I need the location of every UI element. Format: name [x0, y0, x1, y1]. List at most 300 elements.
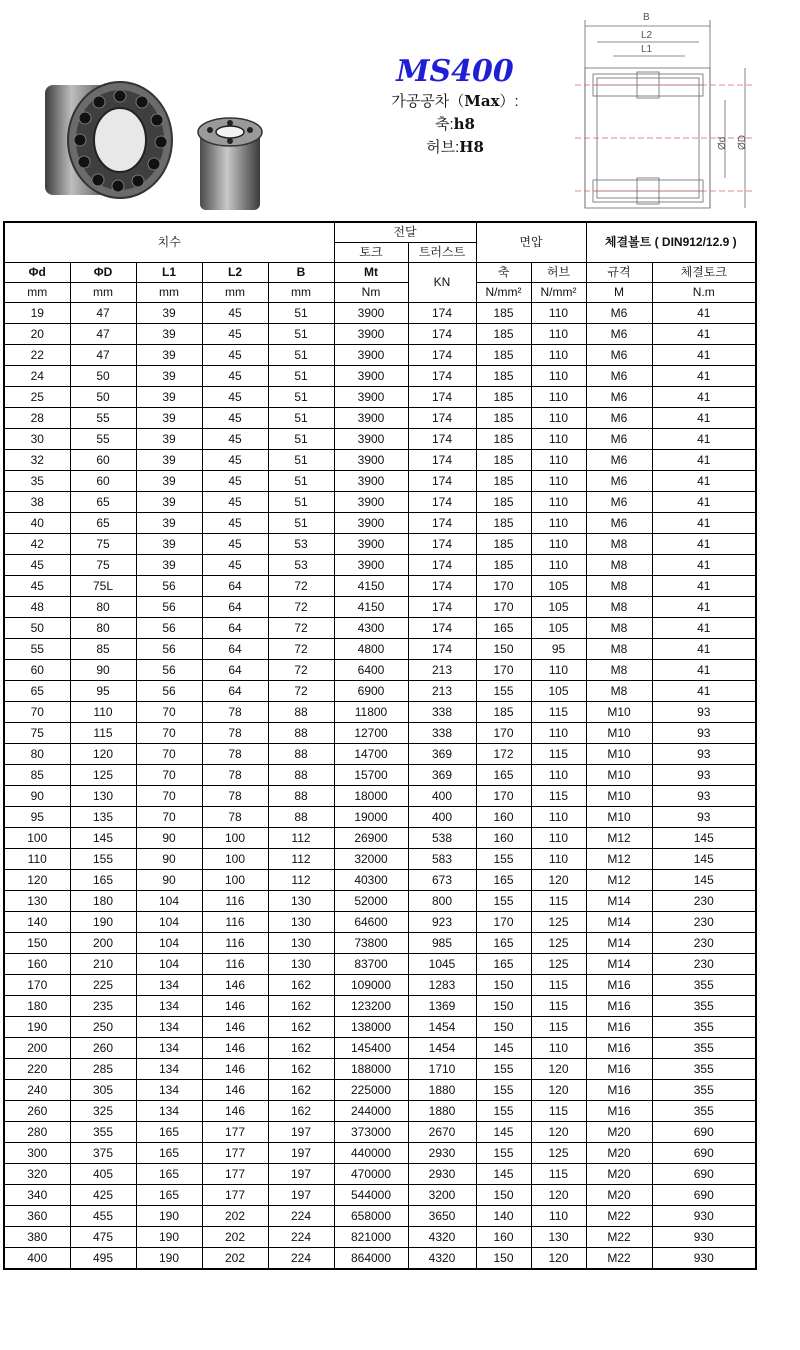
table-row: [4, 534, 756, 555]
title-block: [360, 55, 550, 158]
cell-L1: 39: [136, 513, 202, 534]
table-row: [4, 429, 756, 450]
cell-bolt-torque: 355: [652, 996, 756, 1017]
cell-hub-pressure: 120: [531, 1122, 586, 1143]
label-d-large: ØD: [737, 135, 748, 150]
cell-d: 38: [4, 492, 70, 513]
cell-hub-pressure: 110: [531, 849, 586, 870]
cell-L1: 134: [136, 1080, 202, 1101]
cell-bolt-torque: 690: [652, 1143, 756, 1164]
col-shaft: 축: [476, 263, 531, 283]
cell-bolt-spec: M22: [586, 1227, 652, 1248]
cell-d: 48: [4, 597, 70, 618]
col-D: ΦD: [70, 263, 136, 283]
cell-KN: 174: [408, 471, 476, 492]
cell-KN: 1369: [408, 996, 476, 1017]
cell-L1: 70: [136, 702, 202, 723]
cell-L1: 165: [136, 1122, 202, 1143]
cell-D: 305: [70, 1080, 136, 1101]
cell-shaft-pressure: 155: [476, 681, 531, 702]
cell-L2: 78: [202, 744, 268, 765]
cell-Mt: 19000: [334, 807, 408, 828]
table-row: [4, 912, 756, 933]
cell-B: 162: [268, 1080, 334, 1101]
cell-Mt: 64600: [334, 912, 408, 933]
table-row: [4, 1080, 756, 1101]
cell-L1: 134: [136, 1038, 202, 1059]
cell-KN: 213: [408, 681, 476, 702]
cell-shaft-pressure: 155: [476, 1059, 531, 1080]
cell-L2: 146: [202, 1101, 268, 1122]
cell-hub-pressure: 120: [531, 1059, 586, 1080]
cell-d: 160: [4, 954, 70, 975]
cell-hub-pressure: 120: [531, 1185, 586, 1206]
cell-bolt-torque: 355: [652, 1038, 756, 1059]
cell-shaft-pressure: 155: [476, 1101, 531, 1122]
table-row: [4, 387, 756, 408]
cell-L1: 39: [136, 366, 202, 387]
cell-hub-pressure: 110: [531, 429, 586, 450]
cell-KN: 174: [408, 576, 476, 597]
table-row: [4, 807, 756, 828]
cell-d: 120: [4, 870, 70, 891]
cell-L2: 146: [202, 1038, 268, 1059]
cell-bolt-torque: 41: [652, 555, 756, 576]
cell-shaft-pressure: 155: [476, 1143, 531, 1164]
cell-KN: 400: [408, 786, 476, 807]
cell-hub-pressure: 115: [531, 975, 586, 996]
cell-L1: 165: [136, 1185, 202, 1206]
cell-shaft-pressure: 145: [476, 1122, 531, 1143]
cell-L2: 64: [202, 681, 268, 702]
cell-L2: 78: [202, 786, 268, 807]
cell-bolt-spec: M6: [586, 429, 652, 450]
cell-KN: 583: [408, 849, 476, 870]
cell-KN: 800: [408, 891, 476, 912]
cell-L1: 190: [136, 1227, 202, 1248]
cell-hub-pressure: 125: [531, 1143, 586, 1164]
cell-KN: 1454: [408, 1038, 476, 1059]
cell-bolt-torque: 41: [652, 681, 756, 702]
group-surface-pressure: 면압: [476, 222, 586, 263]
cell-d: 95: [4, 807, 70, 828]
cell-L2: 64: [202, 639, 268, 660]
col-spec: 규격: [586, 263, 652, 283]
cell-hub-pressure: 110: [531, 450, 586, 471]
table-row: [4, 555, 756, 576]
table-row: [4, 366, 756, 387]
cell-shaft-pressure: 185: [476, 408, 531, 429]
tolerance-line: [360, 91, 550, 112]
unit-L1: mm: [136, 283, 202, 303]
cell-L1: 134: [136, 1101, 202, 1122]
cell-Mt: 18000: [334, 786, 408, 807]
cell-d: 45: [4, 576, 70, 597]
cell-B: 53: [268, 555, 334, 576]
cell-hub-pressure: 110: [531, 1038, 586, 1059]
cell-d: 28: [4, 408, 70, 429]
cell-d: 260: [4, 1101, 70, 1122]
table-row: [4, 702, 756, 723]
cell-bolt-torque: 41: [652, 408, 756, 429]
cell-bolt-spec: M10: [586, 702, 652, 723]
cell-bolt-spec: M6: [586, 366, 652, 387]
table-row: [4, 639, 756, 660]
header-row-columns: [4, 263, 756, 283]
cell-bolt-torque: 230: [652, 933, 756, 954]
cell-shaft-pressure: 155: [476, 891, 531, 912]
table-row: [4, 1059, 756, 1080]
cell-hub-pressure: 110: [531, 492, 586, 513]
cell-L2: 100: [202, 849, 268, 870]
cell-D: 90: [70, 660, 136, 681]
cell-d: 400: [4, 1248, 70, 1270]
cell-Mt: 123200: [334, 996, 408, 1017]
cell-d: 22: [4, 345, 70, 366]
cell-B: 162: [268, 1059, 334, 1080]
cell-bolt-torque: 690: [652, 1122, 756, 1143]
cell-B: 88: [268, 807, 334, 828]
cell-B: 224: [268, 1206, 334, 1227]
cell-d: 320: [4, 1164, 70, 1185]
cell-B: 51: [268, 471, 334, 492]
unit-Mt: Nm: [334, 283, 408, 303]
label-l2: L2: [641, 30, 653, 41]
table-row: [4, 492, 756, 513]
cell-L2: 177: [202, 1122, 268, 1143]
cell-L1: 39: [136, 387, 202, 408]
cell-hub-pressure: 130: [531, 1227, 586, 1248]
cell-B: 224: [268, 1248, 334, 1270]
table-row: [4, 870, 756, 891]
cell-KN: 174: [408, 387, 476, 408]
cell-B: 51: [268, 345, 334, 366]
cell-hub-pressure: 110: [531, 471, 586, 492]
cell-bolt-spec: M6: [586, 471, 652, 492]
cell-bolt-torque: 93: [652, 765, 756, 786]
cell-d: 42: [4, 534, 70, 555]
cell-B: 130: [268, 891, 334, 912]
table-row: [4, 597, 756, 618]
spec-table-body: [4, 303, 756, 1270]
cell-L1: 39: [136, 534, 202, 555]
cell-d: 380: [4, 1227, 70, 1248]
cell-KN: 174: [408, 366, 476, 387]
cell-shaft-pressure: 150: [476, 1185, 531, 1206]
header-row-units: [4, 283, 756, 303]
cell-L2: 78: [202, 765, 268, 786]
cell-L2: 146: [202, 996, 268, 1017]
cell-B: 162: [268, 975, 334, 996]
cell-B: 88: [268, 744, 334, 765]
cell-L2: 45: [202, 534, 268, 555]
cell-bolt-torque: 41: [652, 450, 756, 471]
cell-B: 72: [268, 618, 334, 639]
cell-Mt: 3900: [334, 324, 408, 345]
cell-KN: 923: [408, 912, 476, 933]
cell-bolt-torque: 230: [652, 891, 756, 912]
cell-L2: 146: [202, 1059, 268, 1080]
label-b: B: [643, 12, 650, 23]
cell-L1: 70: [136, 723, 202, 744]
cell-KN: 174: [408, 639, 476, 660]
cell-D: 55: [70, 429, 136, 450]
cell-bolt-torque: 355: [652, 1059, 756, 1080]
cell-D: 125: [70, 765, 136, 786]
cell-B: 130: [268, 912, 334, 933]
cell-bolt-spec: M14: [586, 891, 652, 912]
unit-B: mm: [268, 283, 334, 303]
cell-bolt-spec: M16: [586, 1059, 652, 1080]
shaft-tolerance: [360, 114, 550, 135]
cell-shaft-pressure: 170: [476, 723, 531, 744]
cell-L1: 70: [136, 786, 202, 807]
cell-D: 50: [70, 366, 136, 387]
cell-KN: 174: [408, 324, 476, 345]
cell-B: 72: [268, 681, 334, 702]
cell-L1: 104: [136, 933, 202, 954]
cell-L1: 56: [136, 597, 202, 618]
cell-L1: 134: [136, 975, 202, 996]
cell-B: 88: [268, 765, 334, 786]
cell-bolt-spec: M16: [586, 1017, 652, 1038]
cell-bolt-spec: M14: [586, 933, 652, 954]
cell-Mt: 3900: [334, 492, 408, 513]
cell-bolt-torque: 93: [652, 744, 756, 765]
table-row: [4, 471, 756, 492]
cell-hub-pressure: 115: [531, 1164, 586, 1185]
unit-hub: N/mm²: [531, 283, 586, 303]
cell-D: 75: [70, 534, 136, 555]
cell-Mt: 83700: [334, 954, 408, 975]
cell-L2: 45: [202, 492, 268, 513]
cell-B: 51: [268, 492, 334, 513]
cell-Mt: 864000: [334, 1248, 408, 1270]
table-row: [4, 1101, 756, 1122]
cell-L2: 45: [202, 324, 268, 345]
cell-shaft-pressure: 170: [476, 912, 531, 933]
cell-bolt-spec: M16: [586, 975, 652, 996]
cell-B: 51: [268, 387, 334, 408]
cell-Mt: 3900: [334, 303, 408, 324]
cell-bolt-torque: 930: [652, 1206, 756, 1227]
cell-bolt-spec: M6: [586, 387, 652, 408]
cell-bolt-spec: M8: [586, 660, 652, 681]
cell-bolt-torque: 355: [652, 975, 756, 996]
table-row: [4, 1185, 756, 1206]
cell-hub-pressure: 95: [531, 639, 586, 660]
cell-bolt-spec: M8: [586, 576, 652, 597]
col-L1: L1: [136, 263, 202, 283]
table-row: [4, 681, 756, 702]
tolerance-max: Max: [464, 92, 500, 110]
cell-bolt-torque: 355: [652, 1101, 756, 1122]
cell-KN: 174: [408, 534, 476, 555]
cell-Mt: 52000: [334, 891, 408, 912]
cell-bolt-spec: M8: [586, 597, 652, 618]
cell-KN: 174: [408, 618, 476, 639]
unit-bolt-torque: N.m: [652, 283, 756, 303]
cell-KN: 174: [408, 429, 476, 450]
cell-B: 51: [268, 429, 334, 450]
cell-L2: 45: [202, 471, 268, 492]
cell-d: 130: [4, 891, 70, 912]
table-row: [4, 954, 756, 975]
cell-B: 72: [268, 576, 334, 597]
cell-KN: 1454: [408, 1017, 476, 1038]
table-row: [4, 513, 756, 534]
cell-L2: 64: [202, 597, 268, 618]
cell-L2: 78: [202, 807, 268, 828]
cell-KN: 174: [408, 597, 476, 618]
table-row: [4, 1017, 756, 1038]
cell-d: 60: [4, 660, 70, 681]
cell-hub-pressure: 110: [531, 807, 586, 828]
cell-D: 225: [70, 975, 136, 996]
cell-L2: 45: [202, 303, 268, 324]
cell-KN: 2930: [408, 1143, 476, 1164]
table-row: [4, 828, 756, 849]
cell-L1: 39: [136, 492, 202, 513]
cell-bolt-torque: 93: [652, 702, 756, 723]
cell-bolt-torque: 41: [652, 345, 756, 366]
cell-B: 224: [268, 1227, 334, 1248]
cell-bolt-torque: 230: [652, 954, 756, 975]
cell-hub-pressure: 110: [531, 366, 586, 387]
cell-D: 55: [70, 408, 136, 429]
cell-KN: 4320: [408, 1227, 476, 1248]
cell-hub-pressure: 110: [531, 660, 586, 681]
cell-L2: 177: [202, 1164, 268, 1185]
cell-L1: 190: [136, 1206, 202, 1227]
cell-hub-pressure: 115: [531, 1017, 586, 1038]
cell-D: 85: [70, 639, 136, 660]
cell-D: 190: [70, 912, 136, 933]
cell-bolt-torque: 41: [652, 534, 756, 555]
cell-D: 425: [70, 1185, 136, 1206]
unit-spec: M: [586, 283, 652, 303]
cell-bolt-spec: M10: [586, 744, 652, 765]
header-row-groups: [4, 222, 756, 243]
technical-drawing: [575, 8, 800, 216]
cell-L2: 45: [202, 513, 268, 534]
cell-L1: 90: [136, 849, 202, 870]
cell-KN: 538: [408, 828, 476, 849]
cell-d: 65: [4, 681, 70, 702]
table-row: [4, 1248, 756, 1270]
cell-shaft-pressure: 185: [476, 555, 531, 576]
cell-d: 90: [4, 786, 70, 807]
cell-Mt: 109000: [334, 975, 408, 996]
cell-KN: 1045: [408, 954, 476, 975]
cell-bolt-spec: M8: [586, 534, 652, 555]
table-row: [4, 1038, 756, 1059]
cell-Mt: 11800: [334, 702, 408, 723]
cell-KN: 338: [408, 702, 476, 723]
cell-D: 130: [70, 786, 136, 807]
cell-bolt-spec: M10: [586, 786, 652, 807]
cell-d: 300: [4, 1143, 70, 1164]
cell-L1: 134: [136, 996, 202, 1017]
cell-L1: 39: [136, 303, 202, 324]
cell-B: 72: [268, 639, 334, 660]
cell-KN: 400: [408, 807, 476, 828]
cell-shaft-pressure: 150: [476, 996, 531, 1017]
cell-KN: 3650: [408, 1206, 476, 1227]
table-row: [4, 576, 756, 597]
cell-bolt-spec: M20: [586, 1122, 652, 1143]
table-row: [4, 765, 756, 786]
cell-D: 50: [70, 387, 136, 408]
cell-D: 47: [70, 345, 136, 366]
cell-d: 140: [4, 912, 70, 933]
cell-B: 88: [268, 723, 334, 744]
cell-shaft-pressure: 165: [476, 954, 531, 975]
cell-B: 162: [268, 996, 334, 1017]
cell-d: 150: [4, 933, 70, 954]
cell-bolt-spec: M6: [586, 492, 652, 513]
cell-shaft-pressure: 170: [476, 597, 531, 618]
table-row: [4, 744, 756, 765]
cell-L2: 45: [202, 366, 268, 387]
cell-Mt: 145400: [334, 1038, 408, 1059]
cell-Mt: 3900: [334, 345, 408, 366]
cell-bolt-torque: 93: [652, 807, 756, 828]
cell-bolt-spec: M8: [586, 555, 652, 576]
product-photo: [30, 60, 310, 220]
cell-B: 51: [268, 324, 334, 345]
cell-d: 340: [4, 1185, 70, 1206]
cell-bolt-torque: 41: [652, 303, 756, 324]
sub-torque: 토크: [334, 243, 408, 263]
table-row: [4, 303, 756, 324]
cell-shaft-pressure: 185: [476, 324, 531, 345]
table-row: [4, 1122, 756, 1143]
cell-Mt: 40300: [334, 870, 408, 891]
cell-L1: 90: [136, 870, 202, 891]
cell-shaft-pressure: 160: [476, 807, 531, 828]
cell-D: 250: [70, 1017, 136, 1038]
cell-bolt-torque: 41: [652, 660, 756, 681]
cell-KN: 174: [408, 345, 476, 366]
cell-shaft-pressure: 150: [476, 639, 531, 660]
cell-shaft-pressure: 185: [476, 303, 531, 324]
cell-shaft-pressure: 185: [476, 534, 531, 555]
cell-shaft-pressure: 160: [476, 1227, 531, 1248]
cell-D: 495: [70, 1248, 136, 1270]
cell-hub-pressure: 105: [531, 681, 586, 702]
cell-D: 210: [70, 954, 136, 975]
cell-D: 145: [70, 828, 136, 849]
cell-L2: 45: [202, 345, 268, 366]
cell-shaft-pressure: 155: [476, 1080, 531, 1101]
cell-bolt-torque: 145: [652, 828, 756, 849]
table-row: [4, 408, 756, 429]
cell-bolt-spec: M8: [586, 639, 652, 660]
cell-d: 30: [4, 429, 70, 450]
cell-Mt: 3900: [334, 555, 408, 576]
cell-shaft-pressure: 165: [476, 870, 531, 891]
cell-B: 162: [268, 1101, 334, 1122]
cell-L2: 146: [202, 1080, 268, 1101]
cell-d: 180: [4, 996, 70, 1017]
cell-bolt-spec: M16: [586, 1080, 652, 1101]
cell-bolt-spec: M22: [586, 1206, 652, 1227]
cell-bolt-spec: M8: [586, 618, 652, 639]
table-row: [4, 345, 756, 366]
cell-L2: 64: [202, 576, 268, 597]
shaft-label: 축:: [434, 116, 454, 133]
